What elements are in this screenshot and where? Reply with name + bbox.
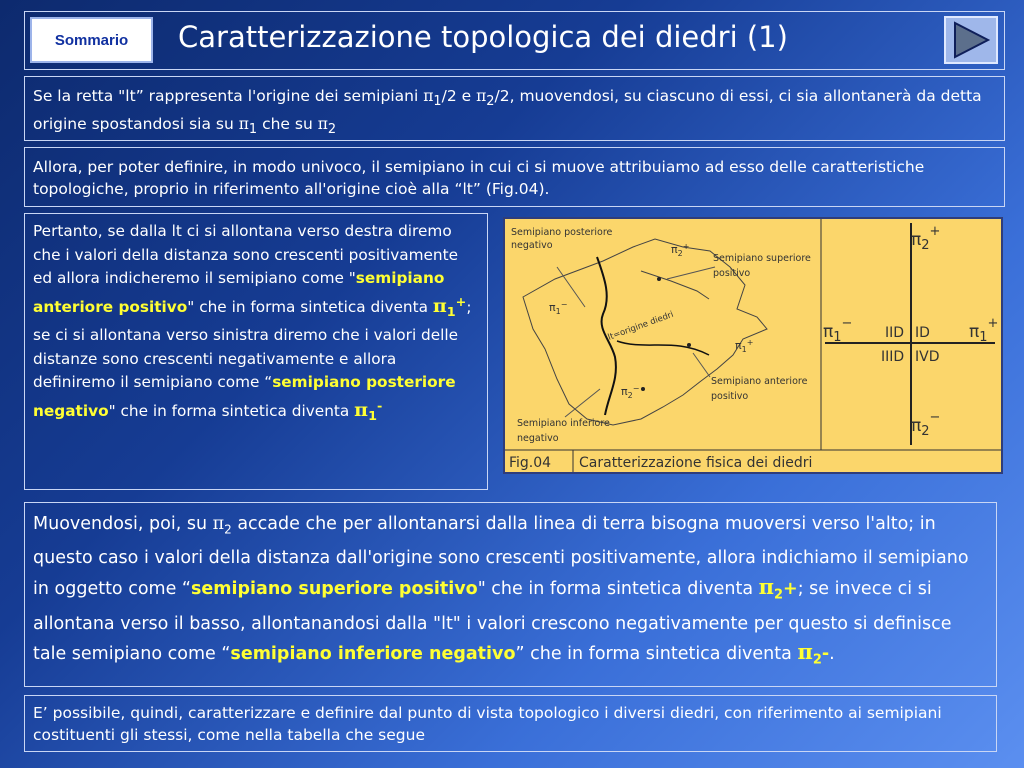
definition-paragraph: Allora, per poter definire, in modo univoco, il semipiano in cui ci si muove attribuiamo ad esso delle caratteristiche topologiche, proprio in riferimento all'origine cioè alla “lt” (Fig.04).	[33, 158, 925, 198]
pi1-paragraph-box	[24, 213, 488, 490]
conclusion-paragraph: E’ possibile, quindi, caratterizzare e definire dal punto di vista topologico i diversi diedri, con riferimento ai semipiani costituenti gli stessi, come nella tabella che segue	[33, 704, 942, 744]
svg-text:π1+: $\pi_1^+$	[969, 316, 999, 345]
sommario-button[interactable]: Sommario	[30, 17, 153, 63]
svg-text:π2+: $\pi_2^+$	[911, 224, 941, 253]
highlight-posteriore-negativo: semipiano posteriore negativo	[33, 373, 456, 420]
svg-text:π1−: $\pi_1^-$	[549, 300, 568, 316]
pi1-paragraph: Pertanto, se dalla lt ci si allontana verso destra diremo che i valori della distanza sono crescenti positivamente ed allora indicheremo il semipiano come "semipiano anteriore positivo" che in forma sintetica diventa $\pi_1^+$; se ci si allontana verso sinistra diremo che i valori delle distanze sono crescenti negativamente e allora definiremo il semipiano come “semipiano posteriore negativo" che in forma sintetica diventa $\pi_1^-$	[33, 222, 472, 424]
svg-text:π2+: $\pi_2^+$	[671, 242, 690, 258]
svg-text:π1−: $\pi_1^-$	[823, 316, 853, 345]
pi2-paragraph-box	[24, 502, 997, 687]
label-inferiore-a: Semipiano inferiore	[517, 418, 610, 429]
svg-text:π1+: $\pi_1^+$	[735, 338, 754, 354]
label-anteriore-a: Semipiano anteriore	[711, 376, 808, 387]
figure-caption-number: Fig.04	[509, 455, 552, 471]
intro-paragraph-box	[24, 76, 1005, 141]
pi2-paragraph: Muovendosi, poi, su $\pi_2$ accade che per allontanarsi dalla linea di terra bisogna muoversi verso l'alto; in questo caso i valori della distanza dall'origine sono crescenti positivamente, allora indichiamo il semipiano in oggetto come “semipiano superiore positivo" che in forma sintetica diventa $\pi_2+$; se invece ci si allontana verso il basso, allontanandosi dalla "lt" i valori crescono negativamente per questo si definisce tale semipiano come “semipiano inferiore negativo” che in forma sintetica diventa $\pi_2-$.	[33, 514, 969, 668]
page-title: Caratterizzazione topologica dei diedri (1)	[178, 20, 788, 54]
highlight-superiore-positivo: semipiano superiore positivo	[190, 578, 478, 599]
conclusion-paragraph-box	[24, 695, 997, 752]
next-slide-button[interactable]	[944, 16, 998, 64]
label-inferiore-b: negativo	[517, 433, 559, 444]
quadrant-iid: IID	[885, 325, 905, 341]
label-posteriore-a: Semipiano posteriore	[511, 227, 613, 238]
label-lt-origine: lt=origine diedri	[606, 309, 676, 343]
label-superiore-a: Semipiano superiore	[713, 253, 811, 264]
figure-caption-text: Caratterizzazione fisica dei diedri	[579, 455, 813, 471]
svg-text:π2−: $\pi_2^-$	[621, 384, 640, 400]
figure-04-diagram	[503, 217, 1003, 474]
definition-paragraph-box	[24, 147, 1005, 207]
highlight-anteriore-positivo: semipiano anteriore positivo	[33, 269, 445, 316]
label-anteriore-b: positivo	[711, 391, 749, 402]
quadrant-id: ID	[915, 325, 930, 341]
label-superiore-b: positivo	[713, 268, 751, 279]
highlight-inferiore-negativo: semipiano inferiore negativo	[230, 644, 516, 664]
play-triangle-icon	[946, 18, 996, 62]
quadrant-ivd: IVD	[915, 349, 940, 365]
quadrant-iiid: IIID	[881, 349, 905, 365]
label-posteriore-b: negativo	[511, 240, 553, 251]
svg-text:π2−: $\pi_2^-$	[911, 410, 941, 439]
intro-paragraph: Se la retta "lt” rappresenta l'origine dei semipiani $\pi_1/2$ e $\pi_2/2$, muovendosi, su ciascuno di essi, ci sia allontanerà da detta origine spostandosi sia su $\pi_1$ che su $\pi_2$	[33, 87, 982, 138]
